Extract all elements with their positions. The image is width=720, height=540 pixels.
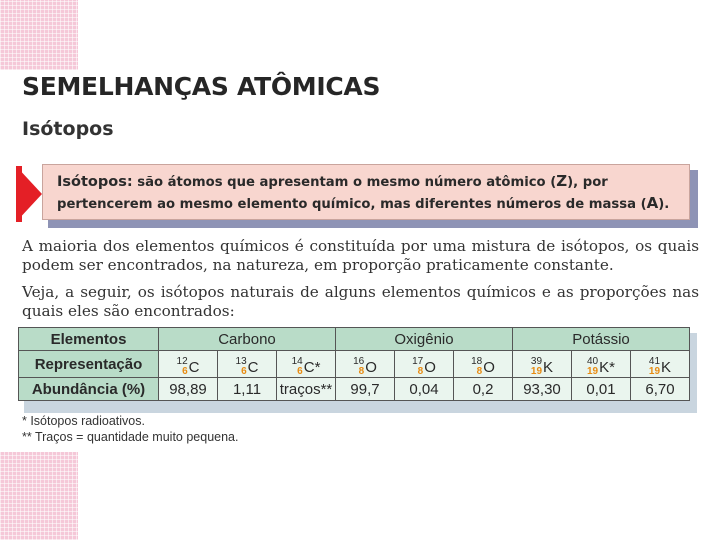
mass-number: 16 bbox=[353, 356, 365, 367]
mass-number: 39 bbox=[530, 356, 543, 367]
footnote-traces: ** Traços = quantidade muito pequena. bbox=[22, 430, 239, 444]
abundance-cell: 0,04 bbox=[395, 378, 454, 401]
atomic-number: 8 bbox=[358, 366, 365, 377]
element-symbol: C bbox=[188, 358, 200, 376]
mass-number: 41 bbox=[648, 356, 661, 367]
element-symbol: O bbox=[424, 358, 436, 376]
atomic-number: 8 bbox=[476, 366, 483, 377]
definition-box bbox=[42, 164, 690, 220]
radioactive-mark: * bbox=[314, 358, 321, 376]
decorative-pink-strip-top bbox=[0, 0, 78, 70]
definition-term: Isótopos: bbox=[57, 174, 133, 190]
element-symbol: K bbox=[661, 358, 672, 376]
element-symbol: C bbox=[303, 358, 315, 376]
isotope-cell bbox=[454, 351, 513, 378]
paragraph-table-intro: Veja, a seguir, os isótopos naturais de alguns elementos químicos e as proporções nas quais eles são encontrados: bbox=[22, 283, 699, 320]
row-label-abundance: Abundância (%) bbox=[19, 378, 159, 401]
definition-text-part-2: ), por pertencerem ao mesmo elemento químico, mas diferentes números de massa ( bbox=[57, 175, 647, 212]
abundance-cell: traços** bbox=[277, 378, 336, 401]
table-header-row bbox=[19, 328, 690, 351]
page-title: SEMELHANÇAS ATÔMICAS bbox=[22, 72, 381, 101]
element-symbol: K bbox=[599, 358, 610, 376]
mass-number: 14 bbox=[291, 356, 303, 367]
isotope-cell bbox=[277, 351, 336, 378]
paragraph-intro: A maioria dos elementos químicos é constituída por uma mistura de isótopos, os quais podem ser encontrados, na natureza, em proporção praticamente constante. bbox=[22, 237, 699, 274]
symbol-z: Z bbox=[556, 172, 568, 190]
atomic-number: 6 bbox=[297, 366, 303, 377]
section-subtitle: Isótopos bbox=[22, 118, 114, 140]
atomic-number: 19 bbox=[648, 366, 661, 377]
isotope-cell bbox=[572, 351, 631, 378]
isotope-cell bbox=[395, 351, 454, 378]
decorative-pink-strip-bottom bbox=[0, 452, 78, 540]
abundance-cell: 0,01 bbox=[572, 378, 631, 401]
atomic-number: 6 bbox=[241, 366, 247, 377]
footnote-radioactive: * Isótopos radioativos. bbox=[22, 414, 145, 428]
element-symbol: C bbox=[247, 358, 259, 376]
element-symbol: O bbox=[365, 358, 377, 376]
symbol-a: A bbox=[646, 194, 659, 212]
header-elements: Elementos bbox=[19, 328, 159, 351]
atomic-number: 19 bbox=[587, 366, 599, 377]
isotopes-table bbox=[18, 327, 690, 401]
mass-number: 17 bbox=[412, 356, 424, 367]
definition-text-part-3: ). bbox=[658, 197, 670, 212]
header-carbon: Carbono bbox=[159, 328, 336, 351]
mass-number: 12 bbox=[176, 356, 188, 367]
element-symbol: K bbox=[543, 358, 554, 376]
isotope-cell bbox=[218, 351, 277, 378]
mass-number: 40 bbox=[587, 356, 599, 367]
abundance-cell: 98,89 bbox=[159, 378, 218, 401]
radioactive-mark: * bbox=[609, 358, 615, 376]
isotope-cell bbox=[336, 351, 395, 378]
definition-text-part-1: são átomos que apresentam o mesmo número atômico ( bbox=[132, 175, 557, 190]
abundance-cell: 0,2 bbox=[454, 378, 513, 401]
abundance-cell: 1,11 bbox=[218, 378, 277, 401]
isotope-cell bbox=[159, 351, 218, 378]
row-label-representation: Representação bbox=[19, 351, 159, 378]
mass-number: 13 bbox=[235, 356, 247, 367]
isotope-cell bbox=[513, 351, 572, 378]
element-symbol: O bbox=[483, 358, 495, 376]
abundance-cell: 99,7 bbox=[336, 378, 395, 401]
abundance-cell: 6,70 bbox=[631, 378, 690, 401]
atomic-number: 19 bbox=[530, 366, 543, 377]
abundance-cell: 93,30 bbox=[513, 378, 572, 401]
header-oxygen: Oxigênio bbox=[336, 328, 513, 351]
abundance-row bbox=[19, 378, 690, 401]
isotope-cell bbox=[631, 351, 690, 378]
atomic-number: 8 bbox=[417, 366, 424, 377]
representation-row bbox=[19, 351, 690, 378]
atomic-number: 6 bbox=[182, 366, 188, 377]
mass-number: 18 bbox=[471, 356, 483, 367]
definition-marker-arrow-icon bbox=[16, 166, 42, 222]
header-potassium: Potássio bbox=[513, 328, 690, 351]
